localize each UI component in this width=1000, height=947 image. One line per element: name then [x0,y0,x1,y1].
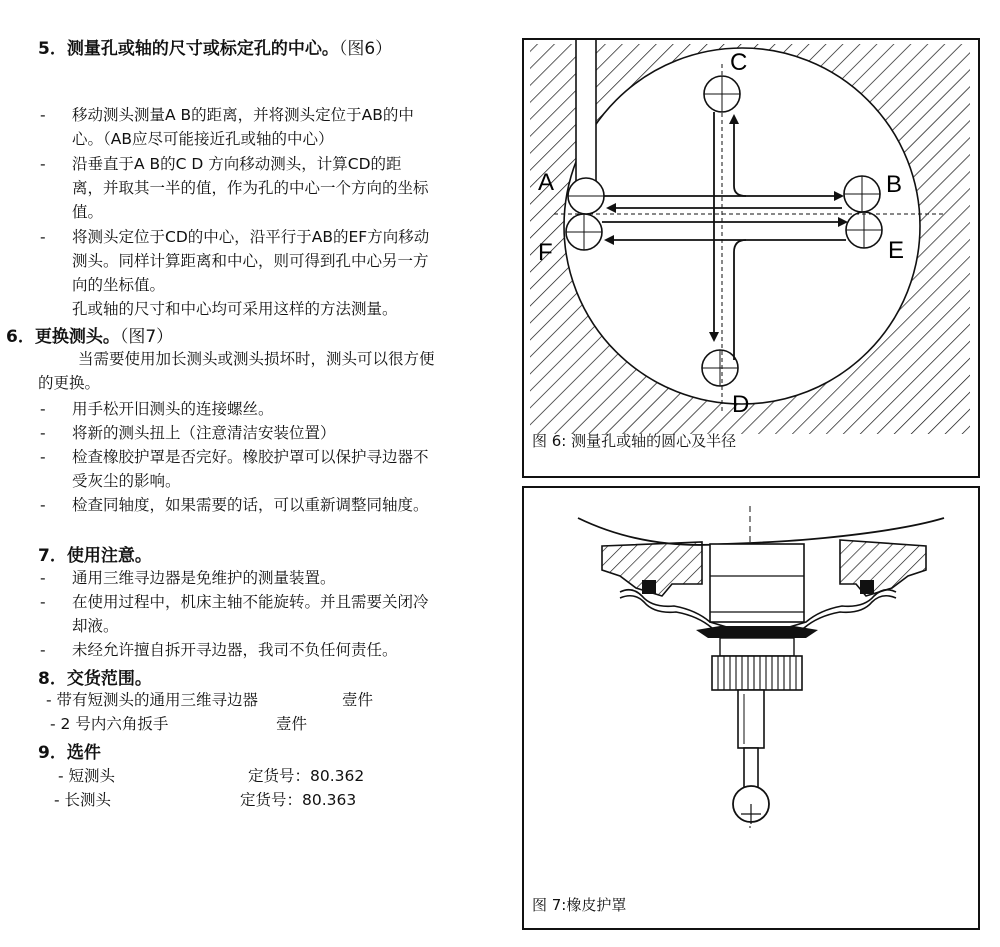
bullet-dash: - [40,641,46,659]
bullet-dash: - [40,424,46,442]
section6-note: （图7） [119,327,174,347]
label-d: D [732,391,750,418]
section7-heading: 7．使用注意。 [38,546,152,566]
option-item-2: - 长测头 [54,791,112,809]
section6-item-3: 检查橡胶护罩是否完好。橡胶护罩可以保护寻边器不 受灰尘的影响。 [72,448,429,490]
section6-item-4: 检查同轴度，如果需要的话，可以重新调整同轴度。 [72,496,429,514]
delivery-item-1-qty: 壹件 [342,691,374,709]
figure7-caption: 图 7:橡皮护罩 [532,896,627,914]
figure6-frame [522,38,980,478]
probe-ball-a [568,178,604,214]
label-c: C [730,49,748,76]
probe-ball-d [702,350,738,386]
section5-heading [38,34,392,59]
delivery-item-2-qty: 壹件 [276,715,308,733]
section6-title: 6．更换测头。 [6,327,120,347]
delivery-item-1: - 带有短测头的通用三维寻边器 [46,691,259,709]
probe-ball-e [846,212,882,248]
section5-closing: 孔或轴的尺寸和中心均可采用这样的方法测量。 [72,300,398,318]
section5-item-1: 移动测头测量A B的距离，并将测头定位于AB的中 心。（AB应尽可能接近孔或轴的中心） [72,106,414,148]
section6-intro-line1: 当需要使用加长测头或测头损坏时，测头可以很方便 [78,350,435,368]
section6-item-1: 用手松开旧测头的连接螺丝。 [72,400,274,418]
bullet-dash: - [40,569,46,587]
bullet-dash: - [40,448,46,466]
probe-ball-b [844,176,880,212]
section5-note: （图6） [338,39,393,59]
section8-heading: 8．交货范围。 [38,669,152,689]
label-e: E [888,237,905,264]
section9-heading: 9．选件 [38,743,101,763]
bullet-dash: - [40,228,46,246]
section5-item-3: 将测头定位于CD的中心，沿平行于AB的EF方向移动 测头。同样计算距离和中心，则可得到孔中心另一方 向的坐标值。 [72,228,430,294]
label-b: B [886,171,903,198]
figure7-diagram [524,488,978,888]
option-item-1-order: 定货号：80.362 [248,767,365,785]
figure7-frame [522,486,980,930]
section7-item-1: 通用三维寻边器是免维护的测量装置。 [72,569,336,587]
section5-title: 5．测量孔或轴的尺寸或标定孔的中心。 [38,39,339,59]
section5-item-2: 沿垂直于A B的C D 方向移动测头，计算CD的距 离，并取其一半的值，作为孔的中心一个方向的坐标 值。 [72,155,429,221]
option-item-2-order: 定货号：80.363 [240,791,357,809]
bullet-dash: - [40,400,46,418]
section6-heading [6,322,173,347]
figure6-diagram [524,40,978,440]
section7-item-2: 在使用过程中，机床主轴不能旋转。并且需要关闭冷 却液。 [72,593,429,635]
delivery-item-2: - 2 号内六角扳手 [50,715,169,733]
probe-ball-f [566,214,602,250]
label-a: A [538,169,555,196]
bullet-dash: - [40,155,46,173]
movement-arrows [602,112,846,360]
bullet-dash: - [40,106,46,124]
section6-intro-line2: 的更换。 [38,374,101,392]
section6-item-2: 将新的测头扭上（注意清洁安装位置） [72,424,336,442]
section7-item-3: 未经允许擅自拆开寻边器，我司不负任何责任。 [72,641,398,659]
label-f: F [538,239,553,266]
bullet-dash: - [40,496,46,514]
bullet-dash: - [40,593,46,611]
figure6-caption: 图 6: 测量孔或轴的圆心及半径 [532,432,737,450]
option-item-1: - 短测头 [58,767,116,785]
